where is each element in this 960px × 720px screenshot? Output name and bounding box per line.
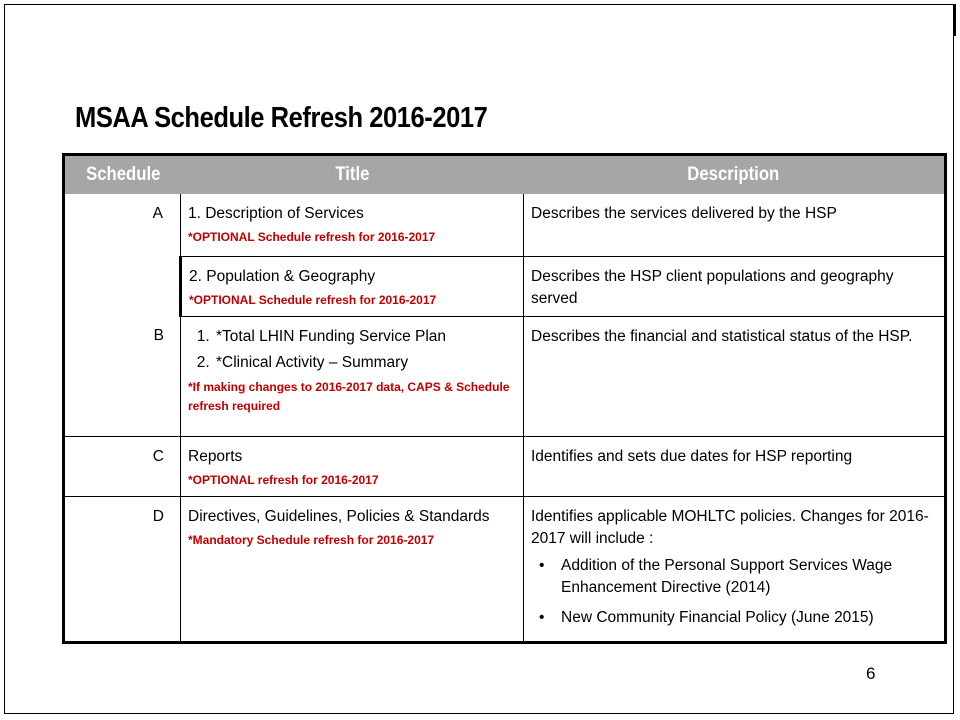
description-cell: Describes the HSP client populations and geography served <box>524 256 946 316</box>
list-item: 2. *Clinical Activity – Summary <box>214 352 516 374</box>
description-cell <box>524 496 946 642</box>
header-title <box>181 155 524 195</box>
header-description-label: Description <box>687 164 780 185</box>
refresh-note: *OPTIONAL Schedule refresh for 2016-2017 <box>189 292 437 307</box>
table-row <box>64 496 946 642</box>
refresh-note: *OPTIONAL refresh for 2016-2017 <box>188 472 379 487</box>
page-number: 6 <box>866 664 876 683</box>
schedule-table <box>62 153 947 644</box>
table-row <box>64 436 946 496</box>
schedule-cell-b: B <box>64 316 181 436</box>
title-numbered-list <box>188 326 516 374</box>
table-row <box>64 256 946 316</box>
title-cell <box>181 436 524 496</box>
title-cell <box>181 316 524 436</box>
schedule-cell-a: A <box>64 194 181 316</box>
bullet-text: New Community Financial Policy (June 2015) <box>561 608 874 626</box>
description-text: Identifies applicable MOHLTC policies. Changes for 2016-2017 will include : <box>531 507 929 547</box>
description-cell: Describes the financial and statistical status of the HSP. <box>524 316 946 436</box>
refresh-note: *Mandatory Schedule refresh for 2016-2017 <box>188 532 435 547</box>
header-schedule <box>64 155 181 195</box>
header-description <box>524 155 946 195</box>
title-cell <box>181 496 524 642</box>
schedule-cell-d: D <box>64 496 181 642</box>
title-cell <box>181 194 524 256</box>
title-text: Reports <box>188 447 243 465</box>
table-row <box>64 194 946 256</box>
table-header-row <box>64 155 946 195</box>
bullet-icon: • <box>539 608 545 626</box>
schedule-cell-c: C <box>64 436 181 496</box>
table-row <box>64 316 946 436</box>
refresh-note: *If making changes to 2016-2017 data, CAPS & Schedule refresh required <box>188 379 510 413</box>
title-text: 2. Population & Geography <box>189 267 376 285</box>
title-cell <box>181 256 524 316</box>
list-item <box>539 555 937 599</box>
slide-title: MSAA Schedule Refresh 2016-2017 <box>75 102 488 134</box>
title-text: 1. Description of Services <box>188 205 364 222</box>
bullet-icon: • <box>539 556 545 574</box>
changes-bullet-list <box>531 555 937 629</box>
description-cell: Describes the services delivered by the HSP <box>524 194 946 256</box>
header-schedule-label: Schedule <box>85 164 160 185</box>
header-title-label: Title <box>334 164 370 185</box>
bullet-text: Addition of the Personal Support Services Wage Enhancement Directive (2014) <box>561 556 893 596</box>
refresh-note: *OPTIONAL Schedule refresh for 2016-2017 <box>188 230 436 244</box>
title-text: Directives, Guidelines, Policies & Standards <box>188 507 490 525</box>
list-item: 1. *Total LHIN Funding Service Plan <box>214 326 516 348</box>
description-cell: Identifies and sets due dates for HSP reporting <box>524 436 946 496</box>
list-item <box>539 607 937 629</box>
